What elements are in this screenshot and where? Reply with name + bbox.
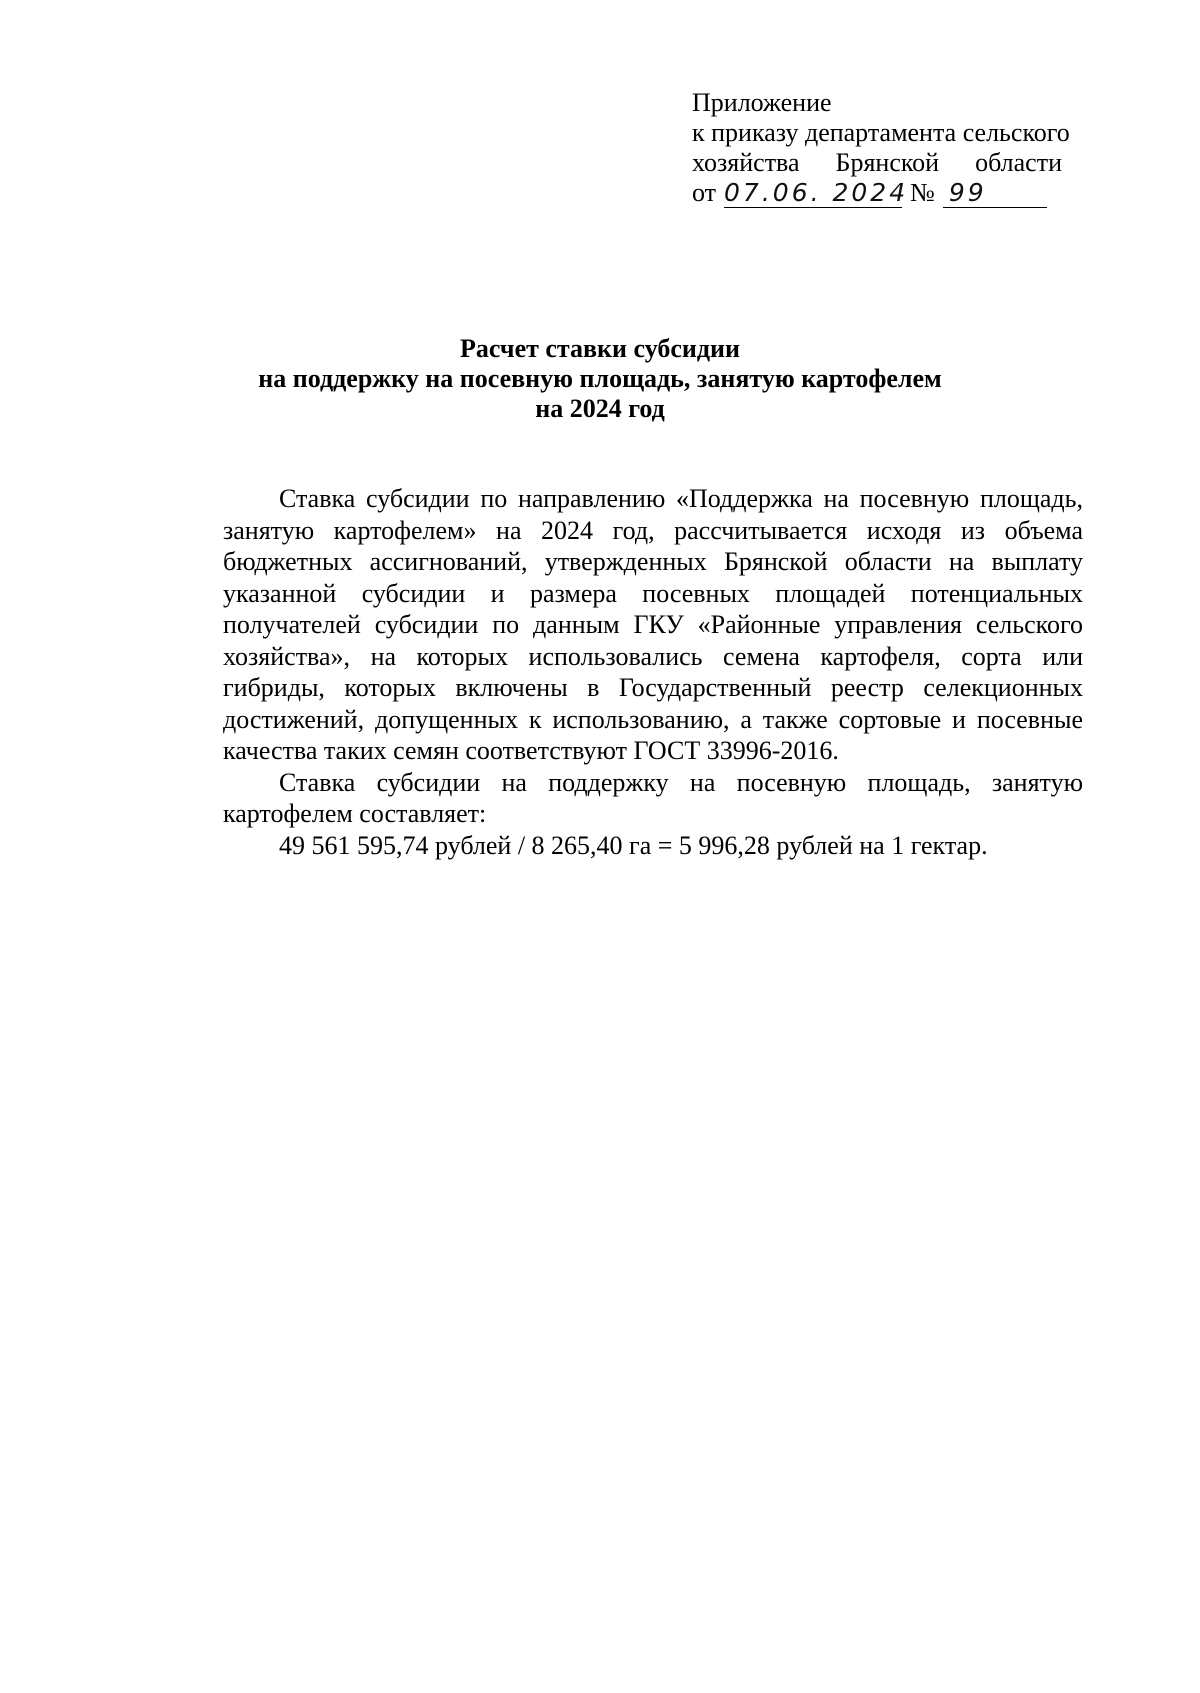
document-title [0, 334, 1200, 424]
handwritten-number: 99 [943, 179, 1047, 208]
annex-date-line [692, 178, 1092, 208]
annex-header [692, 88, 1092, 208]
title-line: на поддержку на посевную площадь, занятую картофелем [258, 364, 942, 393]
handwritten-date: 07.06. 2024 [724, 178, 909, 207]
document-body [223, 483, 1083, 861]
title-line: Расчет ставки субсидии [460, 334, 740, 363]
date-prefix: от [692, 178, 717, 207]
annex-label: Приложение [692, 88, 832, 117]
calculation-formula: 49 561 595,74 рублей / 8 265,40 га = 5 996,28 рублей на 1 гектар. [279, 830, 988, 860]
number-sign: № [910, 178, 935, 207]
title-line: на 2024 год [535, 394, 665, 423]
annex-word: хозяйства [692, 148, 800, 177]
annex-department-line [692, 148, 1062, 178]
body-paragraph: Ставка субсидии по направлению «Поддержка на посевную площадь, занятую картофелем» на 2024 год, рассчитывается исходя из объема бюджетных ассигнований, утвержденных Брянской области на выплату указанной субсидии и размера посевных площадей потенциальных получателей субсидии по данным ГКУ «Районные управления сельского хозяйства», на которых использовались семена картофеля, сорта или гибриды, которых включены в Государственный реестр селекционных достижений, допущенных к использованию, а также сортовые и посевные качества таких семян соответствуют ГОСТ 33996-2016. [223, 484, 1083, 765]
body-paragraph: Ставка субсидии на поддержку на посевную площадь, занятую картофелем составляет: [223, 767, 1083, 828]
annex-word: Брянской [835, 148, 940, 177]
annex-order-reference: к приказу департамента сельского [692, 118, 1070, 147]
annex-word: области [975, 148, 1062, 177]
